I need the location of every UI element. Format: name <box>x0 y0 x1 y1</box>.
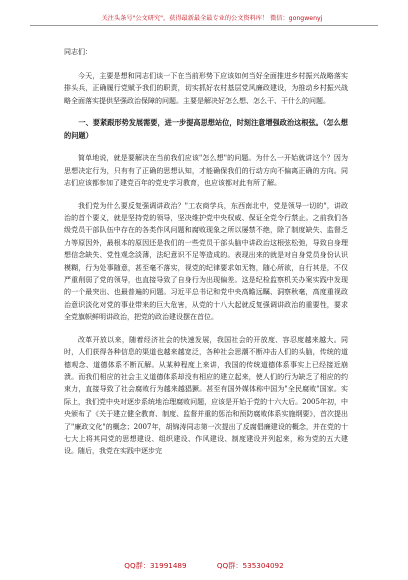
paragraph: 改革开放以来，随着经济社会的快速发展，我国社会的开放度、容忍度越来越大。同时，人们获得各种信息的渠道也越来越宽泛，各种社会思潮不断冲击人们的头脑，传统的道德观念、道德体系不断瓦解。从某种程度上来讲，我国的传统道德体系事实上已经接近崩溃。而我们相应的社会主义道德体系却没有相应的建立起来，使人们的行为缺乏了相应的约束力，直接导致了社会腐败行为越来越猖獗。甚至有国外媒体称中国为"全民腐败"国家。实际上，我们党中央对逐步系统地治理腐败问题，应该是开始于党的十六大后。2005年初，中央颁布了《关于建立健全教育、制度、监督并重的惩治和预防腐败体系实施纲要》，首次提出了"廉政文化"的概念；2007年，胡锦涛同志第一次提出了反腐倡廉建设的概念，并在党的十七大上将其同党的思想建设、组织建设、作风建设、制度建设并列起来，称为党的五大建设。随后，我党在实践中逐步完 <box>64 335 348 456</box>
intro-paragraph: 今天，主要是想和同志们谈一下在当前形势下应该如何当好全面推进乡村振兴战略落实排头兵，正确履行党赋予我们的职责，切实抓好农村基层党风廉政建设，为推动乡村振兴战略全面落实提供坚强政治保障的问题。主要是解决好怎么想、怎么干、干什么的问题。 <box>64 72 348 105</box>
page-header: 关注头条号"公文研究"，获得最新最全最专业的公文资料库！ 微信：gongwenyj <box>101 15 323 22</box>
section-heading: 一、要紧跟形势发展需要，进一步提高思想站位，时刻注意增强政治这根弦。（怎么想的问题） <box>64 118 348 140</box>
footer-qq-group-1: QQ群：31991489 <box>124 561 187 570</box>
header-divider <box>30 25 378 26</box>
page-footer <box>0 561 408 571</box>
footer-qq-group-2: QQ群：535304092 <box>216 561 284 570</box>
salutation: 同志们： <box>64 48 92 56</box>
paragraph: 我们党为什么要反复强调讲政治？"工农商学兵，东西南北中，党是领导一切的"，讲政治的首个要义，就是坚持党的领导，坚决维护党中央权威、保证全党令行禁止。之前我们各级党员干部队伍中存在的各类作风问题和腐败现象之所以屡禁不绝，除了制度缺失、监督乏力等原因外，最根本的原因还是我们的一些党员干部头脑中讲政治这根弦松弛，导致自身理想信念缺失、党性观念淡薄，法纪意识不足等造成的。表现出来的就是对自身党员身份认识模糊，行为处事随意，甚至毫不落实，视党的纪律要求如无物，随心所欲，自行其是，不仅严重削弱了党的领导，也直接导致了自身行为出现偏差。这是纪检监察机关办案实践中发现的一个最突出、也最普遍的问题。习近平总书记和党中央高瞻远瞩、洞察秋毫，高度重视政治意识淡化对党的事业带来的巨大危害，从党的十八大起就反复强调讲政治的重要性，要求全党旗帜鲜明讲政治，把党的政治建设摆在首位。 <box>64 201 348 322</box>
document-body <box>64 46 348 458</box>
paragraph: 简单地说，就是要解决在当前我们应该"怎么想"的问题。为什么一开始就讲这个？因为思想决定行为，只有有了正确的思想认知，才能确保我们的行动方向不偏离正确的方向。同志们应该都参加了建党百年的党史学习教育，也应该都对此有所了解。 <box>64 154 348 188</box>
